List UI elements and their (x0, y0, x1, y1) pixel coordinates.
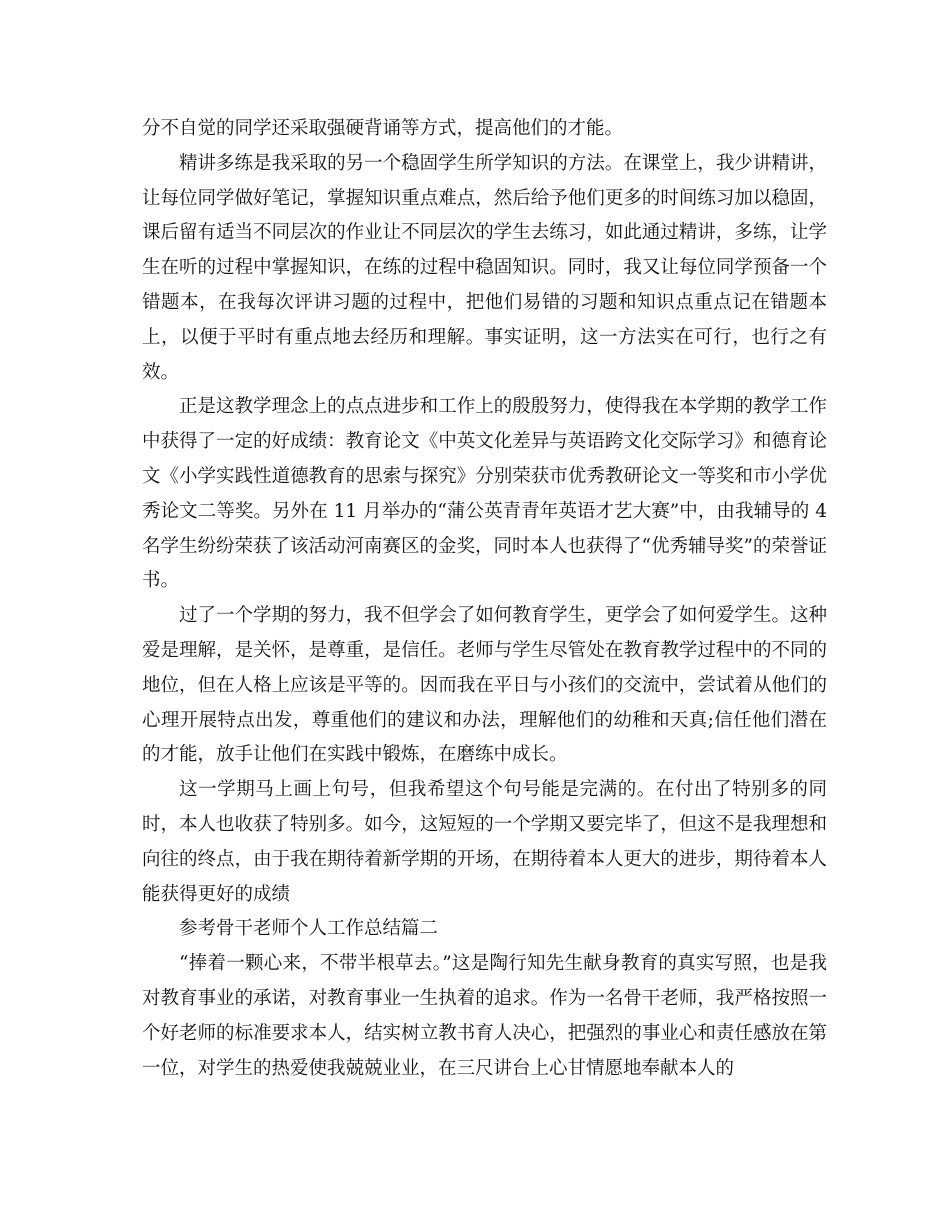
paragraph-love-students: 过了一个学期的努力，我不但学会了如何教育学生，更学会了如何爱学生。这种爱是理解，是关怀，是尊重，是信任。老师与学生尽管处在教育教学过程中的不同的地位，但在人格上应该是平等的。因而我在平日与小孩们的交流中，尝试着从他们的心理开展特点出发，尊重他们的建议和办法，理解他们的幼稚和天真;信任他们潜在的才能，放手让他们在实践中锻炼，在磨练中成长。 (142, 605, 827, 766)
paragraph-practice-method: 精讲多练是我采取的另一个稳固学生所学知识的方法。在课堂上，我少讲精讲，让每位同学做好笔记，掌握知识重点难点，然后给予他们更多的时间练习加以稳固，课后留有适当不同层次的作业让不同层次的学生去练习，如此通过精讲，多练，让学生在听的过程中掌握知识，在练的过程中稳固知识。同时，我又让每位同学预备一个错题本，在我每次评讲习题的过程中，把他们易错的习题和知识点重点记在错题本上，以便于平时有重点地去经历和理解。事实证明，这一方法实在可行，也行之有效。 (142, 152, 827, 383)
paragraph-tao-quote: “捧着一颗心来，不带半根草去。”这是陶行知先生献身教育的真实写照，也是我对教育事业的承诺，对教育事业一生执着的追求。作为一名骨干老师，我严格按照一个好老师的标准要求本人，结实树立教书育人决心，把强烈的事业心和责任感放在第一位，对学生的热爱使我兢兢业业，在三尺讲台上心甘情愿地奉献本人的 (142, 953, 827, 1079)
section-heading: 参考骨干老师个人工作总结篇二 (179, 918, 439, 940)
paragraph-semester-end: 这一学期马上画上句号，但我希望这个句号能是完满的。在付出了特别多的同时，本人也收获了特别多。如今，这短短的一个学期又要完毕了，但这不是我理想和向往的终点，由于我在期待着新学期的开场，在期待着本人更大的进步，期待着本人能获得更好的成绩 (142, 779, 827, 905)
paragraph-achievements: 正是这教学理念上的点点进步和工作上的殷殷努力，使得我在本学期的教学工作中获得了一定的好成绩：教育论文《中英文化差异与英语跨文化交际学习》和德育论文《小学实践性道德教育的思索与探究》分别荣获市优秀教研论文一等奖和市小学优秀论文二等奖。另外在 11 月举办的“蒲公英青青年英语才艺大赛”中，由我辅导的 4 名学生纷纷荣获了该活动河南赛区的金奖，同时本人也获得了“优秀辅导奖”的荣誉证书。 (142, 396, 827, 592)
document-body (142, 112, 827, 1086)
paragraph-continuation: 分不自觉的同学还采取强硬背诵等方式，提高他们的才能。 (142, 118, 624, 139)
